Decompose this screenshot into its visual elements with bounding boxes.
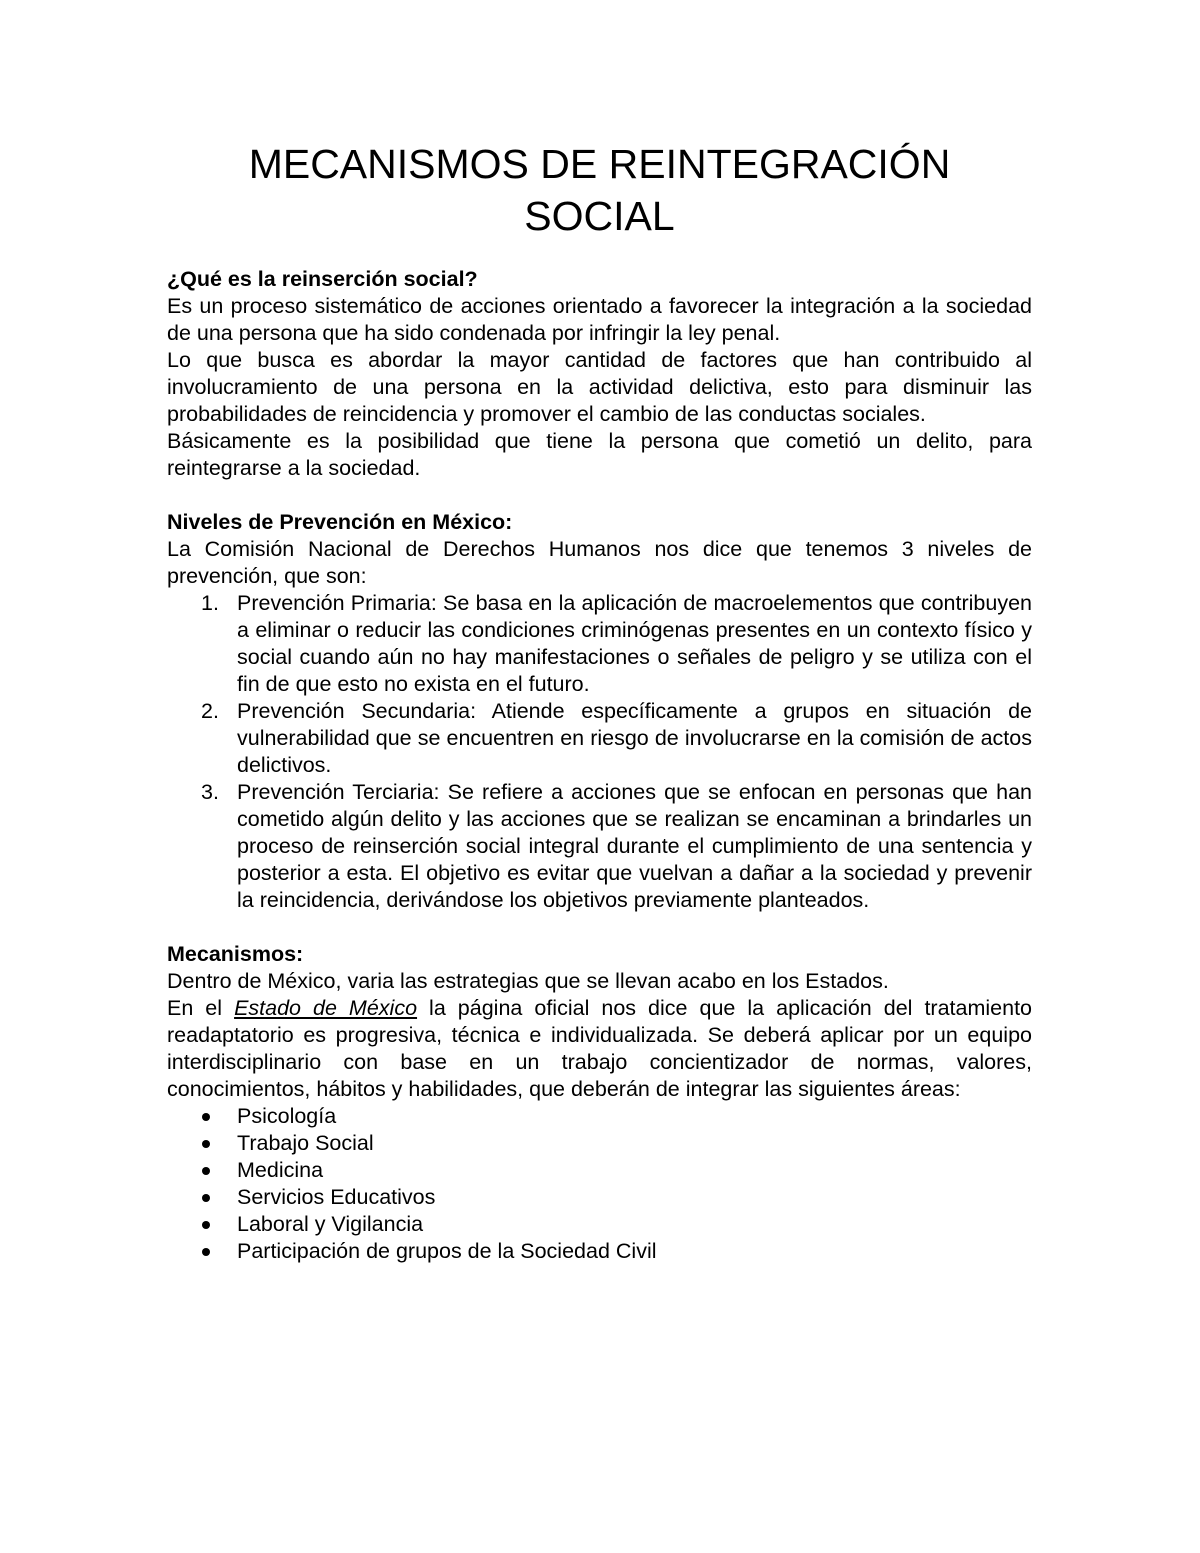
paragraph: Lo que busca es abordar la mayor cantidad de factores que han contribuido al involucramiento de una persona en la actividad delictiva, esto para disminuir las probabilidades de reincidencia y promover el cambio de las conductas sociales. — [167, 348, 1032, 426]
section-reinsercion — [167, 266, 1032, 482]
list-item-text: Medicina — [237, 1158, 324, 1182]
bullet-icon — [202, 1194, 210, 1202]
document-page — [167, 138, 1032, 1265]
list-item — [167, 590, 1032, 698]
spacer — [167, 482, 1032, 509]
list-item — [167, 1211, 1032, 1238]
title-line-1: MECANISMOS DE REINTEGRACIÓN — [248, 141, 951, 187]
list-item-text: Trabajo Social — [237, 1131, 374, 1155]
list-item-text: Servicios Educativos — [237, 1185, 436, 1209]
paragraph: Dentro de México, varia las estrategias que se llevan acabo en los Estados. — [167, 969, 889, 993]
list-number: 3. — [201, 780, 219, 804]
bullet-icon — [202, 1221, 210, 1229]
paragraph: La Comisión Nacional de Derechos Humanos nos dice que tenemos 3 niveles de prevención, que son: — [167, 537, 1032, 588]
list-item — [167, 779, 1032, 914]
numbered-list — [167, 590, 1032, 914]
list-item — [167, 1238, 1032, 1265]
section-mecanismos — [167, 941, 1032, 1265]
section-heading: Mecanismos: — [167, 942, 304, 966]
bullet-icon — [202, 1113, 210, 1121]
paragraph: Básicamente es la posibilidad que tiene la persona que cometió un delito, para reintegrarse a la sociedad. — [167, 429, 1032, 480]
document-title — [167, 138, 1032, 242]
paragraph: Es un proceso sistemático de acciones orientado a favorecer la integración a la sociedad de una persona que ha sido condenada por infringir la ley penal. — [167, 294, 1032, 345]
list-number: 1. — [201, 591, 219, 615]
list-item-text: Participación de grupos de la Sociedad Civil — [237, 1239, 657, 1263]
bullet-list — [167, 1103, 1032, 1265]
list-item-text: Psicología — [237, 1104, 337, 1128]
paragraph — [167, 995, 1032, 1103]
bullet-icon — [202, 1248, 210, 1256]
section-heading: ¿Qué es la reinserción social? — [167, 267, 478, 291]
paragraph-prefix: En el — [167, 996, 235, 1020]
list-item — [167, 698, 1032, 779]
list-item-text: Laboral y Vigilancia — [237, 1212, 424, 1236]
list-item-text: Prevención Primaria: Se basa en la aplicación de macroelementos que contribuyen a eliminar o reducir las condiciones criminógenas presentes en un contexto físico y social cuando aún no hay manifestaciones o señales de peligro y se utiliza con el fin de que esto no exista en el futuro. — [237, 591, 1032, 696]
section-heading: Niveles de Prevención en México: — [167, 510, 513, 534]
paragraph-rest: la página oficial nos dice que la aplicación del tratamiento readaptatorio es progresiva, técnica e individualizada. Se deberá aplicar por un equipo interdisciplinario con base en un trabajo concientizador de normas, valores, conocimientos, hábitos y habilidades, que deberán de integrar las siguientes áreas: — [167, 996, 1032, 1101]
title-line-2: SOCIAL — [524, 193, 675, 239]
list-item-text: Prevención Secundaria: Atiende específicamente a grupos en situación de vulnerabilidad que se encuentren en riesgo de involucrarse en la comisión de actos delictivos. — [237, 699, 1032, 777]
list-item — [167, 1184, 1032, 1211]
list-item — [167, 1157, 1032, 1184]
list-item — [167, 1130, 1032, 1157]
bullet-icon — [202, 1140, 210, 1148]
list-item — [167, 1103, 1032, 1130]
list-item-text: Prevención Terciaria: Se refiere a acciones que se enfocan en personas que han cometido algún delito y las acciones que se realizan se encaminan a brindarles un proceso de reinserción social integral durante el cumplimiento de una sentencia y posterior a esta. El objetivo es evitar que vuelvan a dañar a la sociedad y prevenir la reincidencia, derivándose los objetivos previamente planteados. — [237, 780, 1032, 912]
list-number: 2. — [201, 699, 219, 723]
section-niveles — [167, 509, 1032, 914]
bullet-icon — [202, 1167, 210, 1175]
spacer — [167, 914, 1032, 941]
estado-de-mexico-link[interactable]: Estado de México — [234, 996, 418, 1020]
